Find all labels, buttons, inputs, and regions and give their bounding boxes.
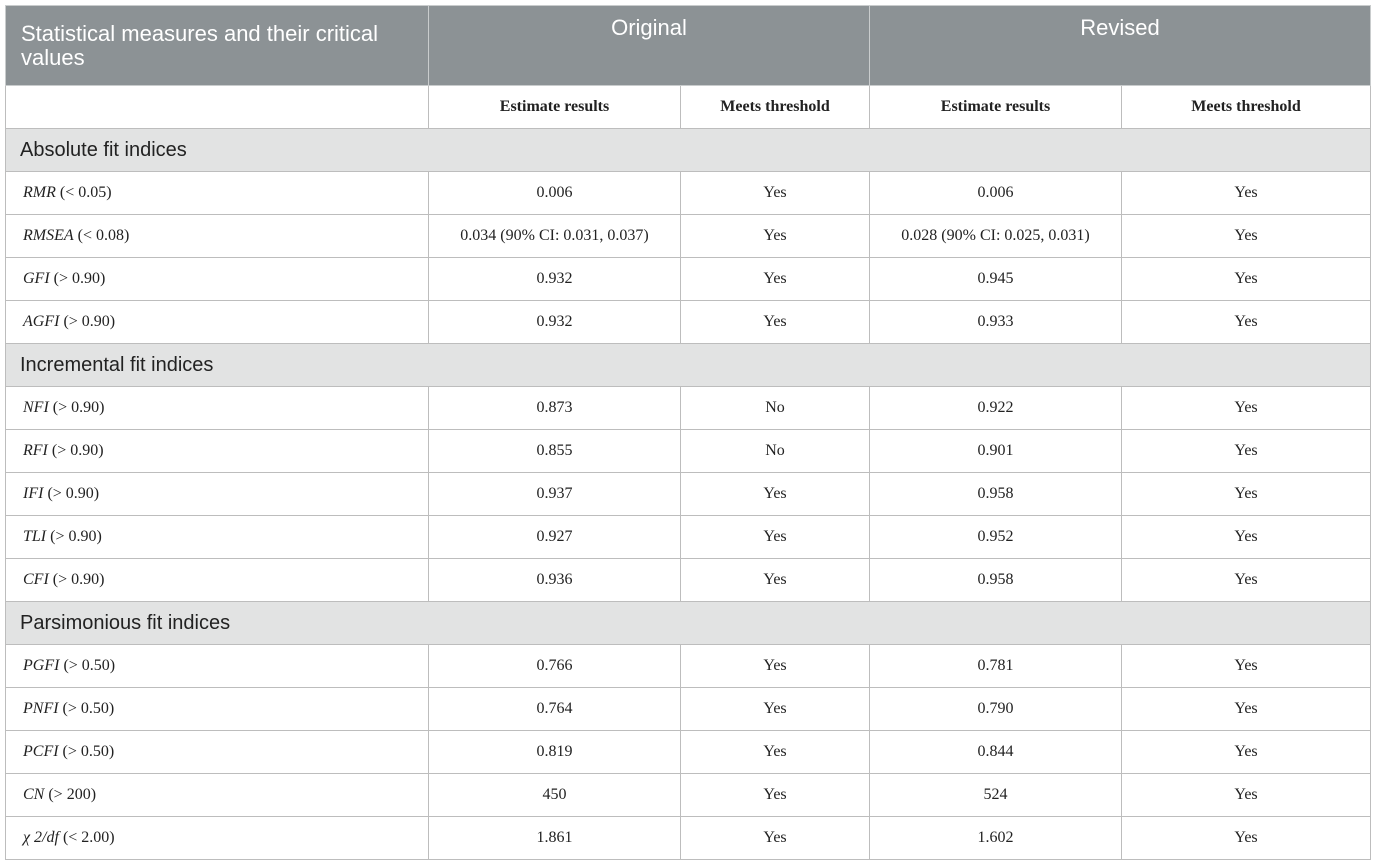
original-meets-cell: Yes bbox=[681, 774, 870, 817]
table-row bbox=[6, 215, 1371, 258]
revised-meets-cell: Yes bbox=[1122, 172, 1371, 215]
measure-critical-value: (> 0.90) bbox=[43, 485, 100, 502]
subheader-revised-meets: Meets threshold bbox=[1122, 86, 1371, 129]
measure-abbreviation: PGFI bbox=[23, 657, 60, 674]
original-meets-cell: Yes bbox=[681, 215, 870, 258]
measure-cell bbox=[6, 731, 429, 774]
table-row bbox=[6, 688, 1371, 731]
revised-meets-cell: Yes bbox=[1122, 774, 1371, 817]
original-estimate-cell: 0.937 bbox=[429, 473, 681, 516]
measure-cell bbox=[6, 516, 429, 559]
header-original: Original bbox=[429, 6, 870, 86]
revised-estimate-cell: 0.933 bbox=[870, 301, 1122, 344]
measure-abbreviation: TLI bbox=[23, 528, 47, 545]
measure-abbreviation: RMR bbox=[23, 184, 56, 201]
revised-meets-cell: Yes bbox=[1122, 516, 1371, 559]
fit-indices-table-container bbox=[5, 5, 1370, 860]
measure-abbreviation: PCFI bbox=[23, 743, 59, 760]
revised-estimate-cell: 0.958 bbox=[870, 473, 1122, 516]
measure-critical-value: (> 0.90) bbox=[46, 528, 102, 545]
measure-abbreviation: CFI bbox=[23, 571, 49, 588]
section-header-row bbox=[6, 344, 1371, 387]
table-row bbox=[6, 301, 1371, 344]
measure-abbreviation: GFI bbox=[23, 270, 50, 287]
measure-abbreviation: AGFI bbox=[23, 313, 60, 330]
revised-estimate-cell: 0.006 bbox=[870, 172, 1122, 215]
revised-estimate-cell: 0.952 bbox=[870, 516, 1122, 559]
measure-abbreviation: PNFI bbox=[23, 700, 59, 717]
revised-meets-cell: Yes bbox=[1122, 387, 1371, 430]
revised-meets-cell: Yes bbox=[1122, 215, 1371, 258]
revised-meets-cell: Yes bbox=[1122, 430, 1371, 473]
section-header-row bbox=[6, 129, 1371, 172]
measure-cell bbox=[6, 258, 429, 301]
table-row bbox=[6, 731, 1371, 774]
section-title: Absolute fit indices bbox=[6, 129, 1371, 172]
measure-cell bbox=[6, 645, 429, 688]
measure-critical-value: (> 0.50) bbox=[59, 657, 116, 674]
original-estimate-cell: 0.932 bbox=[429, 301, 681, 344]
measure-cell bbox=[6, 387, 429, 430]
table-row bbox=[6, 774, 1371, 817]
table-row bbox=[6, 258, 1371, 301]
revised-estimate-cell: 1.602 bbox=[870, 817, 1122, 860]
revised-meets-cell: Yes bbox=[1122, 688, 1371, 731]
measure-critical-value: (> 0.90) bbox=[48, 571, 105, 588]
original-meets-cell: Yes bbox=[681, 688, 870, 731]
measure-abbreviation: χ 2/df bbox=[23, 829, 59, 846]
original-estimate-cell: 0.006 bbox=[429, 172, 681, 215]
measure-critical-value: (> 0.90) bbox=[59, 313, 116, 330]
measure-cell bbox=[6, 817, 429, 860]
table-row bbox=[6, 430, 1371, 473]
original-estimate-cell: 0.927 bbox=[429, 516, 681, 559]
revised-estimate-cell: 0.945 bbox=[870, 258, 1122, 301]
revised-meets-cell: Yes bbox=[1122, 258, 1371, 301]
measure-critical-value: (> 0.50) bbox=[58, 700, 115, 717]
measure-abbreviation: RFI bbox=[23, 442, 48, 459]
measure-critical-value: (> 0.90) bbox=[47, 442, 104, 459]
table-row bbox=[6, 172, 1371, 215]
subheader-revised-estimate: Estimate results bbox=[870, 86, 1122, 129]
original-estimate-cell: 0.764 bbox=[429, 688, 681, 731]
original-meets-cell: Yes bbox=[681, 817, 870, 860]
measure-abbreviation: NFI bbox=[23, 399, 49, 416]
measure-critical-value: (> 0.50) bbox=[58, 743, 115, 760]
revised-meets-cell: Yes bbox=[1122, 559, 1371, 602]
measure-critical-value: (> 0.90) bbox=[49, 270, 106, 287]
revised-meets-cell: Yes bbox=[1122, 645, 1371, 688]
measure-abbreviation: CN bbox=[23, 786, 45, 803]
measure-critical-value: (> 200) bbox=[44, 786, 97, 803]
original-meets-cell: No bbox=[681, 430, 870, 473]
measure-cell bbox=[6, 430, 429, 473]
section-title: Parsimonious fit indices bbox=[6, 602, 1371, 645]
original-meets-cell: Yes bbox=[681, 645, 870, 688]
measure-cell bbox=[6, 301, 429, 344]
original-estimate-cell: 1.861 bbox=[429, 817, 681, 860]
measure-cell bbox=[6, 473, 429, 516]
original-meets-cell: Yes bbox=[681, 258, 870, 301]
revised-estimate-cell: 0.958 bbox=[870, 559, 1122, 602]
section-header-row bbox=[6, 602, 1371, 645]
measure-cell bbox=[6, 172, 429, 215]
revised-meets-cell: Yes bbox=[1122, 473, 1371, 516]
subheader-empty bbox=[6, 86, 429, 129]
original-estimate-cell: 0.766 bbox=[429, 645, 681, 688]
table-row bbox=[6, 387, 1371, 430]
fit-indices-table bbox=[5, 5, 1371, 860]
header-row bbox=[6, 6, 1371, 86]
measure-abbreviation: IFI bbox=[23, 485, 44, 502]
revised-estimate-cell: 524 bbox=[870, 774, 1122, 817]
original-estimate-cell: 0.819 bbox=[429, 731, 681, 774]
measure-cell bbox=[6, 215, 429, 258]
revised-meets-cell: Yes bbox=[1122, 817, 1371, 860]
revised-estimate-cell: 0.922 bbox=[870, 387, 1122, 430]
original-meets-cell: No bbox=[681, 387, 870, 430]
header-revised: Revised bbox=[870, 6, 1371, 86]
subheader-original-estimate: Estimate results bbox=[429, 86, 681, 129]
measure-critical-value: (< 0.08) bbox=[73, 227, 130, 244]
table-row bbox=[6, 516, 1371, 559]
original-meets-cell: Yes bbox=[681, 172, 870, 215]
section-title: Incremental fit indices bbox=[6, 344, 1371, 387]
revised-meets-cell: Yes bbox=[1122, 301, 1371, 344]
measure-critical-value: (< 0.05) bbox=[55, 184, 112, 201]
revised-meets-cell: Yes bbox=[1122, 731, 1371, 774]
measure-cell bbox=[6, 559, 429, 602]
revised-estimate-cell: 0.028 (90% CI: 0.025, 0.031) bbox=[870, 215, 1122, 258]
measure-cell bbox=[6, 688, 429, 731]
measure-cell bbox=[6, 774, 429, 817]
subheader-original-meets: Meets threshold bbox=[681, 86, 870, 129]
subheader-row bbox=[6, 86, 1371, 129]
original-estimate-cell: 0.855 bbox=[429, 430, 681, 473]
revised-estimate-cell: 0.790 bbox=[870, 688, 1122, 731]
table-row bbox=[6, 559, 1371, 602]
table-body bbox=[6, 129, 1371, 860]
original-meets-cell: Yes bbox=[681, 731, 870, 774]
table-row bbox=[6, 817, 1371, 860]
measure-critical-value: (< 2.00) bbox=[58, 829, 115, 846]
table-row bbox=[6, 645, 1371, 688]
header-measures: Statistical measures and their critical values bbox=[6, 6, 429, 86]
original-estimate-cell: 0.034 (90% CI: 0.031, 0.037) bbox=[429, 215, 681, 258]
original-meets-cell: Yes bbox=[681, 301, 870, 344]
original-estimate-cell: 0.873 bbox=[429, 387, 681, 430]
original-estimate-cell: 0.932 bbox=[429, 258, 681, 301]
measure-critical-value: (> 0.90) bbox=[48, 399, 105, 416]
revised-estimate-cell: 0.781 bbox=[870, 645, 1122, 688]
original-meets-cell: Yes bbox=[681, 516, 870, 559]
original-estimate-cell: 0.936 bbox=[429, 559, 681, 602]
original-meets-cell: Yes bbox=[681, 473, 870, 516]
table-row bbox=[6, 473, 1371, 516]
revised-estimate-cell: 0.844 bbox=[870, 731, 1122, 774]
original-meets-cell: Yes bbox=[681, 559, 870, 602]
measure-abbreviation: RMSEA bbox=[23, 227, 74, 244]
revised-estimate-cell: 0.901 bbox=[870, 430, 1122, 473]
original-estimate-cell: 450 bbox=[429, 774, 681, 817]
